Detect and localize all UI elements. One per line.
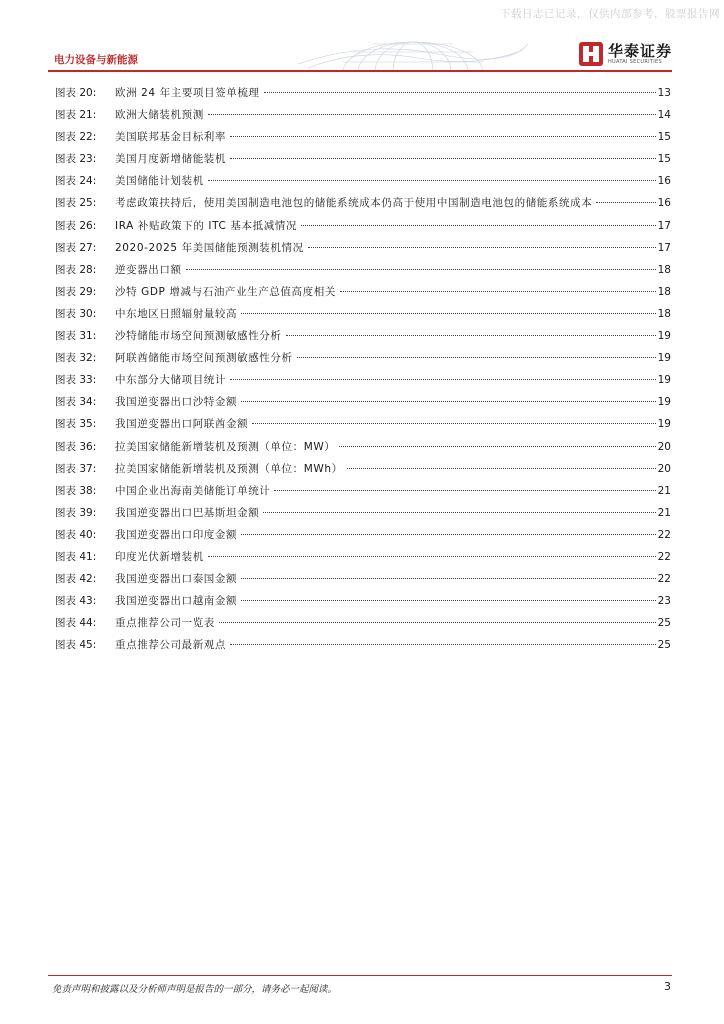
toc-figure-title[interactable]: 中东部分大储项目统计 bbox=[115, 374, 226, 387]
toc-figure-label: 图表 37: bbox=[55, 462, 97, 475]
toc-dot-leader bbox=[339, 446, 655, 447]
toc-entry[interactable] bbox=[55, 195, 671, 217]
toc-figure-title[interactable]: 我国逆变器出口巴基斯坦金额 bbox=[115, 506, 260, 519]
toc-figure-label: 图表 39: bbox=[55, 506, 97, 519]
toc-figure-label: 图表 23: bbox=[55, 153, 97, 166]
toc-entry[interactable] bbox=[55, 107, 671, 129]
toc-figure-title[interactable]: 我国逆变器出口越南金额 bbox=[115, 595, 238, 608]
toc-dot-leader bbox=[186, 269, 656, 270]
toc-figure-label: 图表 25: bbox=[55, 197, 97, 210]
toc-figure-title[interactable]: 我国逆变器出口印度金额 bbox=[115, 528, 238, 541]
toc-entry[interactable] bbox=[55, 85, 671, 107]
footer-divider bbox=[48, 975, 672, 976]
toc-figure-label: 图表 35: bbox=[55, 418, 97, 431]
toc-dot-leader bbox=[241, 600, 656, 601]
disclaimer-text: 免责声明和披露以及分析师声明是报告的一部分，请务必一起阅读。 bbox=[52, 984, 338, 995]
toc-figure-title[interactable]: 中国企业出海南美储能订单统计 bbox=[115, 484, 271, 497]
toc-figure-label: 图表 44: bbox=[55, 617, 97, 630]
toc-entry[interactable] bbox=[55, 615, 671, 637]
toc-dot-leader bbox=[340, 291, 656, 292]
toc-dot-leader bbox=[241, 578, 656, 579]
toc-dot-leader bbox=[263, 512, 655, 513]
huatai-logo bbox=[578, 40, 672, 68]
toc-figure-title[interactable]: 我国逆变器出口沙特金额 bbox=[115, 396, 238, 409]
toc-entry[interactable] bbox=[55, 151, 671, 173]
toc-page-number[interactable]: 19 bbox=[657, 374, 671, 387]
watermark-text: 下载日志已记录，仅供内部参考，股票报告网 bbox=[500, 8, 720, 20]
toc-entry[interactable] bbox=[55, 571, 671, 593]
toc-figure-label: 图表 33: bbox=[55, 374, 97, 387]
toc-figure-label: 图表 34: bbox=[55, 396, 97, 409]
toc-dot-leader bbox=[230, 644, 656, 645]
toc-entry[interactable] bbox=[55, 416, 671, 438]
toc-page-number[interactable]: 17 bbox=[657, 219, 671, 232]
toc-page-number[interactable]: 15 bbox=[657, 153, 671, 166]
toc-figure-title[interactable]: 中东地区日照辐射量较高 bbox=[115, 307, 238, 320]
toc-figure-label: 图表 38: bbox=[55, 484, 97, 497]
section-title: 电力设备与新能源 bbox=[54, 54, 138, 66]
toc-page-number[interactable]: 25 bbox=[657, 639, 671, 652]
toc-figure-title[interactable]: 阿联酋储能市场空间预测敏感性分析 bbox=[115, 352, 293, 365]
toc-figure-label: 图表 21: bbox=[55, 109, 97, 122]
toc-entry[interactable] bbox=[55, 483, 671, 505]
toc-figure-label: 图表 36: bbox=[55, 440, 97, 453]
toc-dot-leader bbox=[274, 490, 655, 491]
toc-entry[interactable] bbox=[55, 129, 671, 151]
toc-figure-title[interactable]: 我国逆变器出口阿联酋金额 bbox=[115, 418, 249, 431]
toc-figure-title[interactable]: 逆变器出口额 bbox=[115, 263, 182, 276]
toc-entry[interactable] bbox=[55, 593, 671, 615]
toc-dot-leader bbox=[286, 335, 656, 336]
toc-figure-label: 图表 30: bbox=[55, 307, 97, 320]
toc-figure-title[interactable]: 重点推荐公司一览表 bbox=[115, 617, 215, 630]
toc-entry[interactable] bbox=[55, 218, 671, 240]
toc-figure-title[interactable]: 2020-2025 年美国储能预测装机情况 bbox=[115, 241, 304, 254]
toc-entry[interactable] bbox=[55, 328, 671, 350]
header-divider bbox=[48, 70, 672, 72]
toc-figure-title[interactable]: 沙特储能市场空间预测敏感性分析 bbox=[115, 330, 282, 343]
toc-dot-leader bbox=[208, 556, 656, 557]
toc-dot-leader bbox=[230, 379, 656, 380]
page-header bbox=[48, 38, 672, 68]
toc-page-number[interactable]: 22 bbox=[657, 573, 671, 586]
toc-figure-title[interactable]: 美国储能计划装机 bbox=[115, 175, 204, 188]
toc-dot-leader bbox=[596, 202, 655, 203]
toc-dot-leader bbox=[230, 158, 656, 159]
toc-entry[interactable] bbox=[55, 350, 671, 372]
toc-entry[interactable] bbox=[55, 505, 671, 527]
toc-figure-label: 图表 24: bbox=[55, 175, 97, 188]
toc-figure-title[interactable]: 重点推荐公司最新观点 bbox=[115, 639, 226, 652]
toc-dot-leader bbox=[308, 247, 656, 248]
toc-page-number[interactable]: 17 bbox=[657, 241, 671, 254]
toc-dot-leader bbox=[252, 423, 655, 424]
toc-figure-title[interactable]: 拉美国家储能新增装机及预测（单位：MW） bbox=[115, 440, 336, 453]
toc-page-number[interactable]: 20 bbox=[657, 462, 671, 475]
toc-figure-label: 图表 32: bbox=[55, 352, 97, 365]
toc-page-number[interactable]: 25 bbox=[657, 617, 671, 630]
toc-entry[interactable] bbox=[55, 461, 671, 483]
toc-page-number[interactable]: 22 bbox=[657, 528, 671, 541]
toc-figure-label: 图表 27: bbox=[55, 241, 97, 254]
toc-entry[interactable] bbox=[55, 549, 671, 571]
toc-figure-label: 图表 28: bbox=[55, 263, 97, 276]
toc-dot-leader bbox=[241, 401, 656, 402]
toc-figure-title[interactable]: 欧洲大储装机预测 bbox=[115, 109, 204, 122]
toc-entry[interactable] bbox=[55, 173, 671, 195]
header-decoration bbox=[298, 38, 528, 70]
toc-figure-label: 图表 45: bbox=[55, 639, 97, 652]
toc-figure-title[interactable]: IRA 补贴政策下的 ITC 基本抵减情况 bbox=[115, 219, 297, 232]
toc-page-number[interactable]: 19 bbox=[657, 418, 671, 431]
toc-figure-title[interactable]: 美国联邦基金目标利率 bbox=[115, 131, 226, 144]
toc-page-number[interactable]: 16 bbox=[657, 175, 671, 188]
toc-page-number[interactable]: 21 bbox=[657, 484, 671, 497]
toc-dot-leader bbox=[264, 92, 656, 93]
toc-figure-label: 图表 41: bbox=[55, 550, 97, 563]
logo-name-cn: 华泰证券 bbox=[607, 41, 672, 60]
huatai-logo-icon bbox=[578, 41, 604, 67]
toc-figure-title[interactable]: 印度光伏新增装机 bbox=[115, 550, 204, 563]
toc-figure-title[interactable]: 欧洲 24 年主要项目签单梳理 bbox=[115, 87, 260, 99]
toc-entry[interactable] bbox=[55, 306, 671, 328]
toc-entry[interactable] bbox=[55, 372, 671, 394]
toc-page-number[interactable]: 14 bbox=[657, 109, 671, 122]
toc-dot-leader bbox=[208, 114, 656, 115]
page-number: 3 bbox=[664, 980, 671, 993]
toc-dot-leader bbox=[241, 534, 656, 535]
toc-entry[interactable] bbox=[55, 284, 671, 306]
toc-entry[interactable] bbox=[55, 262, 671, 284]
toc-dot-leader bbox=[241, 313, 656, 314]
toc-page-number[interactable]: 13 bbox=[657, 87, 671, 99]
toc-figure-label: 图表 20: bbox=[55, 87, 97, 99]
toc-page-number[interactable]: 18 bbox=[657, 307, 671, 320]
toc-figure-title[interactable]: 拉美国家储能新增装机及预测（单位：MWh） bbox=[115, 462, 343, 475]
toc-entry[interactable] bbox=[55, 637, 671, 659]
toc-figure-title[interactable]: 沙特 GDP 增减与石油产业生产总值高度相关 bbox=[115, 285, 336, 298]
toc-entry[interactable] bbox=[55, 240, 671, 262]
toc-page-number[interactable]: 21 bbox=[657, 506, 671, 519]
toc-entry[interactable] bbox=[55, 527, 671, 549]
toc-figure-label: 图表 26: bbox=[55, 219, 97, 232]
toc-dot-leader bbox=[208, 180, 656, 181]
toc-figure-label: 图表 31: bbox=[55, 330, 97, 343]
toc-figure-label: 图表 40: bbox=[55, 528, 97, 541]
toc-entry[interactable] bbox=[55, 394, 671, 416]
toc-page-number[interactable]: 16 bbox=[657, 197, 671, 210]
toc-page-number[interactable]: 19 bbox=[657, 330, 671, 343]
toc-page-number[interactable]: 23 bbox=[657, 595, 671, 608]
toc-page-number[interactable]: 19 bbox=[657, 396, 671, 409]
toc-page-number[interactable]: 18 bbox=[657, 285, 671, 298]
figure-list bbox=[55, 85, 671, 659]
toc-dot-leader bbox=[219, 622, 656, 623]
toc-entry[interactable] bbox=[55, 439, 671, 461]
toc-dot-leader bbox=[347, 468, 656, 469]
toc-figure-label: 图表 42: bbox=[55, 573, 97, 586]
toc-figure-title[interactable]: 考虑政策扶持后，使用美国制造电池包的储能系统成本仍高于使用中国制造电池包的储能系统成本 bbox=[115, 197, 593, 210]
toc-figure-label: 图表 43: bbox=[55, 595, 97, 608]
toc-figure-label: 图表 29: bbox=[55, 285, 97, 298]
toc-page-number[interactable]: 18 bbox=[657, 263, 671, 276]
toc-figure-title[interactable]: 我国逆变器出口泰国金额 bbox=[115, 573, 238, 586]
toc-page-number[interactable]: 19 bbox=[657, 352, 671, 365]
toc-page-number[interactable]: 22 bbox=[657, 550, 671, 563]
toc-figure-label: 图表 22: bbox=[55, 131, 97, 144]
toc-page-number[interactable]: 15 bbox=[657, 131, 671, 144]
logo-name-en: HUATAI SECURITIES bbox=[607, 58, 662, 65]
toc-dot-leader bbox=[297, 357, 656, 358]
toc-page-number[interactable]: 20 bbox=[657, 440, 671, 453]
toc-figure-title[interactable]: 美国月度新增储能装机 bbox=[115, 153, 226, 166]
toc-dot-leader bbox=[301, 225, 656, 226]
toc-dot-leader bbox=[230, 136, 656, 137]
